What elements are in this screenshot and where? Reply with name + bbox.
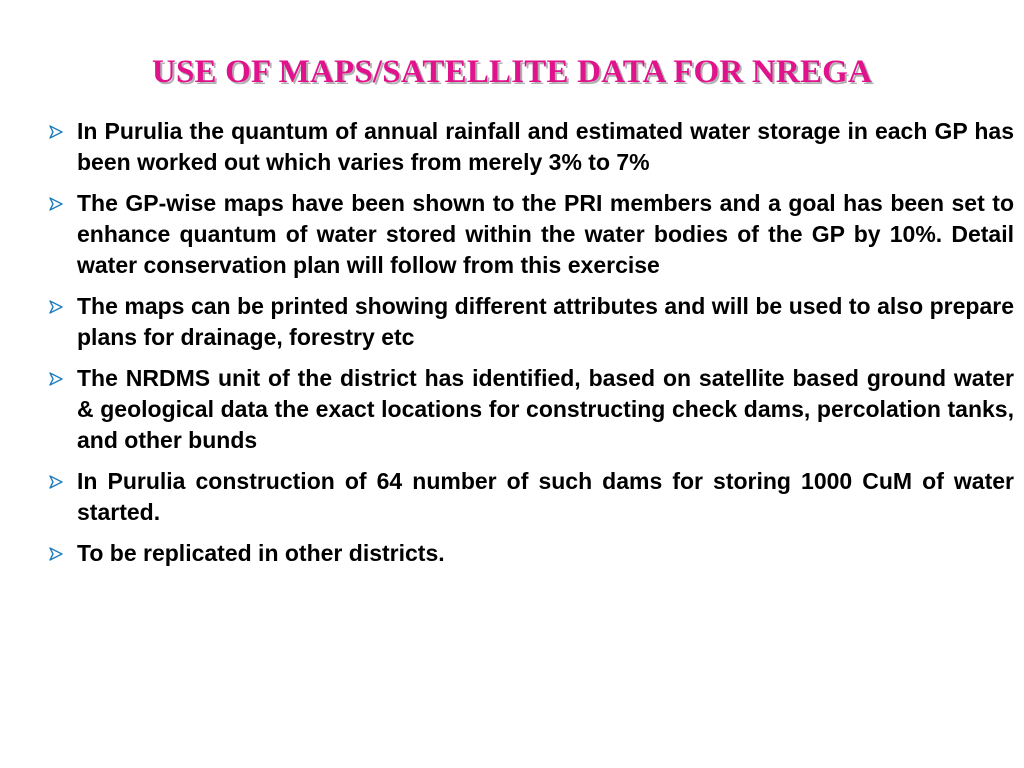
bullet-item bbox=[46, 291, 1014, 353]
bullet-text: In Purulia construction of 64 number of such dams for storing 1000 CuM of water started. bbox=[77, 468, 1014, 525]
arrow-bullet-icon bbox=[49, 125, 63, 139]
bullet-item bbox=[46, 466, 1014, 528]
bullet-item bbox=[46, 538, 1014, 569]
bullet-list bbox=[46, 116, 1014, 579]
bullet-text: In Purulia the quantum of annual rainfall and estimated water storage in each GP has been worked out which varies from merely 3% to 7% bbox=[77, 118, 1014, 175]
arrow-bullet-icon bbox=[49, 547, 63, 561]
arrow-bullet-icon bbox=[49, 300, 63, 314]
bullet-text: The NRDMS unit of the district has identified, based on satellite based ground water & geological data the exact locations for constructing check dams, percolation tanks, and other bunds bbox=[77, 365, 1014, 453]
bullet-text: The GP-wise maps have been shown to the PRI members and a goal has been set to enhance quantum of water stored within the water bodies of the GP by 10%. Detail water conservation plan will follow from this exercise bbox=[77, 190, 1014, 278]
arrow-bullet-icon bbox=[49, 372, 63, 386]
bullet-item bbox=[46, 116, 1014, 178]
arrow-bullet-icon bbox=[49, 475, 63, 489]
bullet-text: The maps can be printed showing different attributes and will be used to also prepare plans for drainage, forestry etc bbox=[77, 293, 1014, 350]
arrow-bullet-icon bbox=[49, 197, 63, 211]
bullet-text: To be replicated in other districts. bbox=[77, 540, 445, 566]
slide-title: USE OF MAPS/SATELLITE DATA FOR NREGA bbox=[151, 54, 873, 90]
bullet-item bbox=[46, 188, 1014, 281]
bullet-item bbox=[46, 363, 1014, 456]
